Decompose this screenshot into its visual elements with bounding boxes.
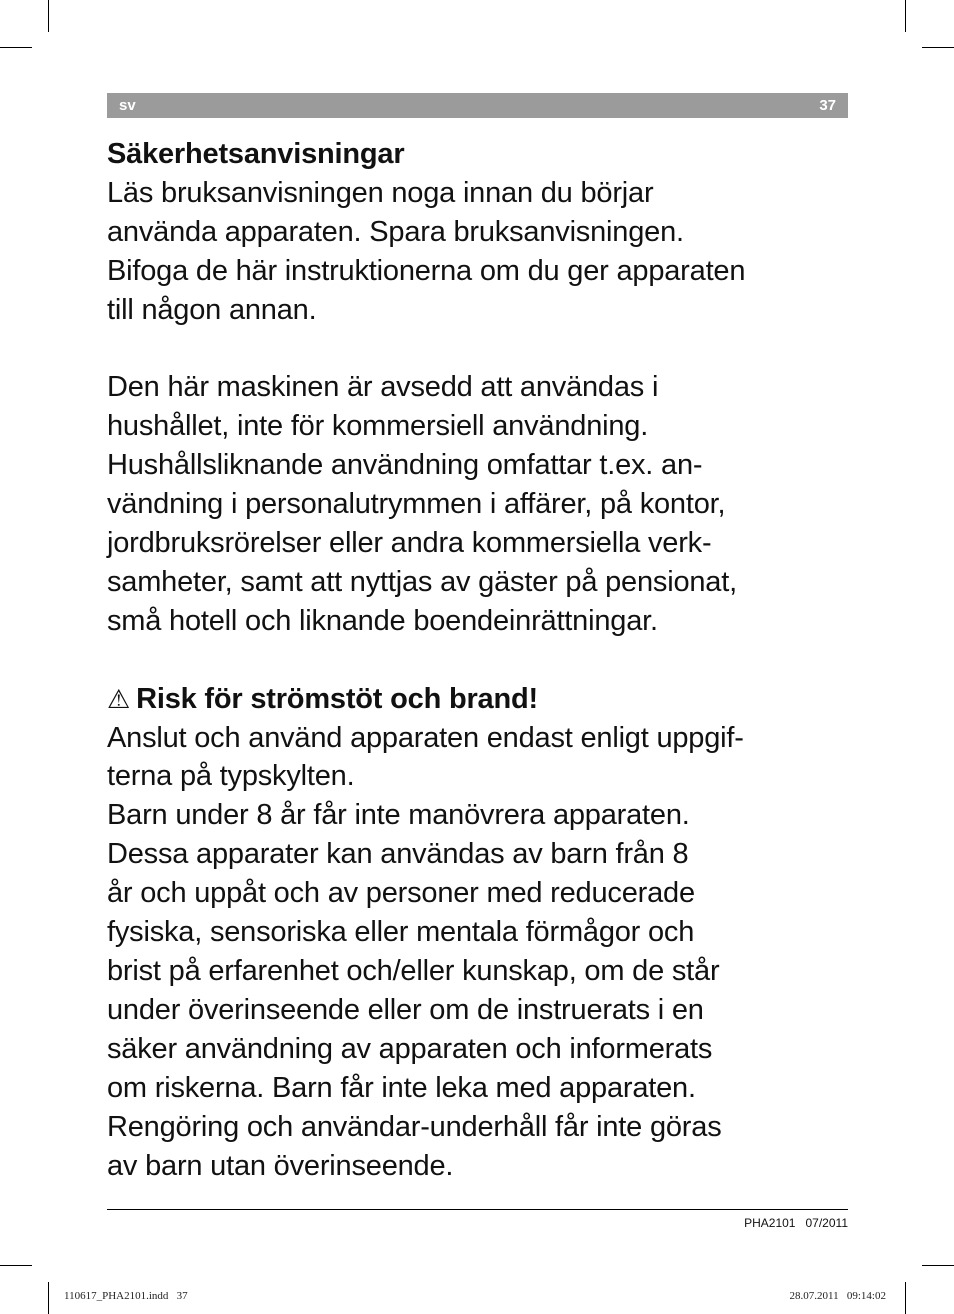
crop-mark (0, 1265, 32, 1266)
paragraph-gap (107, 641, 852, 680)
crop-mark (48, 1282, 49, 1314)
slug-file-page: 37 (176, 1290, 188, 1302)
text-line: små hotell och liknande boendeinrättningar. (107, 604, 658, 637)
text-line: Läs bruksanvisningen noga innan du börjar (107, 176, 654, 209)
crop-mark (922, 1265, 954, 1266)
crop-mark (905, 0, 906, 32)
page-content (107, 135, 852, 1185)
text-line: Den här maskinen är avsedd att användas i (107, 371, 659, 404)
section-title-warning (107, 680, 852, 719)
section-title-safety: Säkerhetsanvisningar (107, 138, 405, 170)
print-slug-file (64, 1290, 188, 1302)
text-line: jordbruksrörelser eller andra kommersiella verk- (107, 527, 712, 560)
text-line: samheter, samt att nyttjas av gäster på pensionat, (107, 565, 737, 598)
text-line: hushållet, inte för kommersiell användning. (107, 410, 649, 443)
page-header-bar (107, 93, 848, 118)
text-line: under överinseende eller om de instruerats i en (107, 993, 704, 1026)
crop-mark (922, 47, 954, 48)
text-line: Hushållsliknande användning omfattar t.ex. an- (107, 449, 703, 482)
language-code: sv (119, 97, 136, 114)
page-number: 37 (819, 97, 836, 114)
text-line: fysiska, sensoriska eller mentala förmågor och (107, 916, 695, 949)
text-line: Barn under 8 år får inte manövrera apparaten. (107, 799, 690, 832)
text-line: terna på typskylten. (107, 760, 355, 793)
text-line: av barn utan överinseende. (107, 1149, 454, 1182)
text-line: brist på erfarenhet och/eller kunskap, om de står (107, 955, 720, 987)
text-line: om riskerna. Barn får inte leka med apparaten. (107, 1071, 696, 1104)
slug-filename: 110617_PHA2101.indd (64, 1290, 169, 1302)
crop-mark (905, 1282, 906, 1314)
text-line: vändning i personalutrymmen i affärer, på kontor, (107, 488, 726, 521)
print-slug-timestamp (790, 1290, 886, 1302)
text-line: Dessa apparater kan användas av barn från 8 (107, 838, 689, 871)
slug-date: 28.07.2011 (789, 1290, 839, 1302)
text-line: använda apparaten. Spara bruksanvisningen. (107, 215, 684, 248)
crop-mark (48, 0, 49, 32)
footer-divider (107, 1209, 848, 1210)
text-line: till någon annan. (107, 293, 317, 326)
paragraph-gap (107, 330, 852, 369)
text-line: Anslut och använd apparaten endast enligt uppgif- (107, 721, 744, 754)
warning-icon: ⚠ (107, 683, 131, 714)
text-line: år och uppåt och av personer med reducerade (107, 877, 695, 910)
text-line: Bifoga de här instruktionerna om du ger apparaten (107, 254, 746, 287)
text-line: säker användning av apparaten och informerats (107, 1032, 713, 1065)
text-line: Rengöring och användar-underhåll får inte göras (107, 1110, 722, 1143)
edition-date: 07/2011 (805, 1216, 848, 1230)
slug-time: 09:14:02 (846, 1290, 886, 1302)
model-number: PHA2101 (744, 1216, 796, 1230)
crop-mark (0, 47, 32, 48)
footer-model-info (744, 1216, 848, 1230)
warning-title: Risk för strömstöt och brand! (136, 682, 538, 715)
